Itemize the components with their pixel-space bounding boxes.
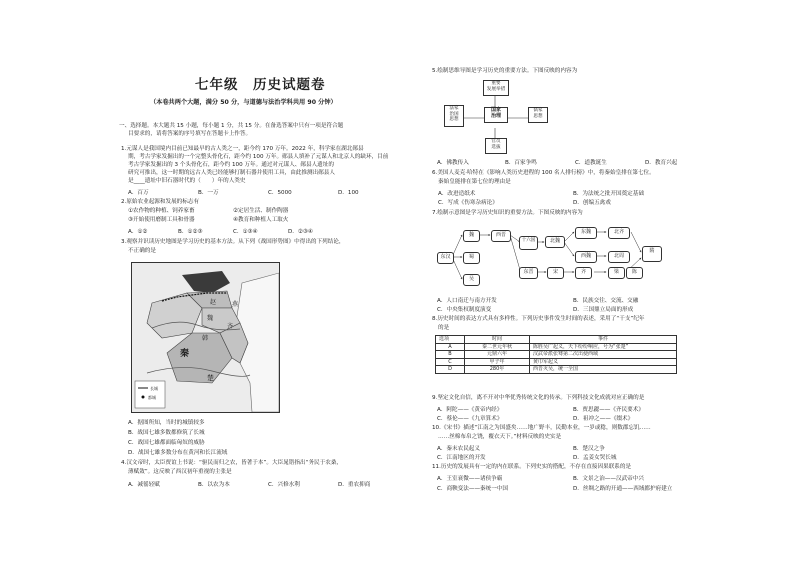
q4-option-a[interactable]: A．减徭轻赋: [128, 482, 160, 488]
map-state-label: 秦: [180, 349, 190, 359]
q4-line: 4.汉文帝时，太臣贾谊上书说：“驱民而归之农，皆著于本”。大臣晁错指出“务民于农桑，: [121, 460, 343, 466]
q1-line: 研究可推出，这一时期的远古人类已经能够打制石器并使用工具，由此推测出郧县人: [128, 170, 335, 176]
q3-option-c[interactable]: C．战国七雄都面临匈奴的威胁: [128, 440, 205, 446]
q10-option-b[interactable]: B．楚汉之争: [573, 446, 605, 452]
q10-option-a[interactable]: A．秦末农民起义: [437, 446, 480, 452]
table-cell: C: [436, 358, 465, 366]
map-state-label: 楚: [207, 374, 214, 382]
table-row[interactable]: [436, 358, 677, 366]
table-cell: 元鼎六年: [465, 351, 530, 359]
map-legend-label: 长城: [150, 386, 158, 391]
q11-option-a[interactable]: A．王室衰微——诸侯争霸: [437, 476, 503, 482]
map-state-label: 魏: [207, 315, 214, 322]
q9-stem: 9.坚定文化自信，离不开对中华优秀传统文化的传承。下列科技文化成就对应正确的是: [432, 395, 645, 401]
q7-option-c[interactable]: C．中央集权制度演变: [437, 307, 492, 313]
q7-node: 西晋: [491, 230, 511, 242]
section-heading: 一、选择题。本大题共 15 小题，每小题 1 分，共 15 分。在备选答案中只有一项是符合题: [119, 123, 344, 129]
q7-node: 西魏: [575, 251, 597, 263]
table-header: 事件: [530, 336, 677, 344]
q5-option-c[interactable]: C．道教诞生: [575, 160, 607, 166]
table-header: 时间: [465, 336, 530, 344]
map-state-label: 赵: [210, 299, 217, 306]
q1-line: 是____遗址中旧石器时代的（ ）年的人类史: [128, 178, 246, 184]
q7-node: 东汉: [437, 252, 454, 264]
table-cell: 甲子年: [465, 358, 530, 366]
q2-option-d[interactable]: D．②③④: [288, 229, 313, 235]
q7-node: 陈: [626, 267, 643, 279]
q6-option-d[interactable]: D．创编五禽戏: [573, 200, 611, 206]
q7-node: 东魏: [575, 227, 597, 239]
q5-option-d[interactable]: D．教育兴起: [645, 160, 678, 166]
q7-node: 北魏: [545, 236, 565, 248]
q3-option-d[interactable]: D．战国七雄多数分布在黄河和长江流域: [128, 450, 228, 456]
map-state-label: 韩: [202, 335, 209, 342]
q8-table: [435, 335, 677, 374]
q4-option-c[interactable]: C．兴修水利: [268, 482, 300, 488]
q5-node-center: 国家 治理: [484, 107, 508, 123]
q7-option-d[interactable]: D．三国鼎立局面的形成: [573, 307, 634, 313]
table-cell: 秦二世元年秋: [465, 343, 530, 351]
q9-option-a[interactable]: A．阿陀——《黄帝内经》: [437, 407, 503, 413]
q5-node-right: 儒家 思想: [528, 107, 548, 123]
q7-node: 梁: [608, 267, 625, 279]
q4-option-d[interactable]: D．重农抑商: [338, 482, 371, 488]
q2-item: ②定居生活、制作陶器: [233, 208, 289, 214]
q7-node: 宋: [547, 267, 564, 279]
q6-line: 秦始皇能排在第七位的理由是: [438, 179, 511, 185]
q11-option-d[interactable]: D．丝绸之路的开通——西域都护府建立: [573, 486, 673, 492]
table-header-row: [436, 336, 677, 344]
q10-line: 10.《宋书》描述“江南之为国盛矣……地广野丰，民勤本业，一岁或稔，则数郡忘饥……: [432, 425, 651, 431]
q1-line: 1.元谋人是我国境内目前已知最早的古人类之一，距今约 170 万年。2022 年，科学家在湖北郧县: [121, 146, 364, 152]
q7-node: 东晋: [519, 267, 538, 279]
q8-line: 8.历史时间的表达方式具有多样性。下列历史事件发生时间的表述，采用了“干支”纪年: [432, 316, 645, 322]
q3-line: 3.观察并识读历史地图是学习历史的基本方法。从下列《战国形势图》中得出的下列结论，: [121, 239, 345, 245]
q7-node: 蜀: [463, 252, 480, 264]
q4-line: 薄赋敛”。这反映了西汉初年重视的主张是: [128, 469, 232, 475]
q5-node-left: 法家 治国 思想: [444, 105, 464, 127]
q1-option-b[interactable]: B．一万: [198, 190, 219, 196]
q1-option-c[interactable]: C．5000: [268, 190, 292, 196]
q1-option-a[interactable]: A．百万: [128, 190, 149, 196]
q3-option-a[interactable]: A．据图所知，当时的城镇较多: [128, 420, 205, 426]
table-cell: B: [436, 351, 465, 359]
q2-item: ①农作物的种植、饲养家畜: [128, 208, 195, 214]
table-header: 选项: [436, 336, 465, 344]
q5-stem: 5.绘制思维导图是学习历史的重要方法。下图反映的内容为: [432, 68, 578, 74]
table-row[interactable]: [436, 351, 677, 359]
q10-option-c[interactable]: C．江南地区的开发: [437, 455, 486, 461]
q2-option-a[interactable]: A．①②: [128, 229, 148, 235]
q9-option-d[interactable]: D．祖冲之——《缀术》: [573, 416, 634, 422]
q5-node-bottom: 官员 选拔: [485, 138, 507, 154]
q6-option-a[interactable]: A．改进造纸术: [438, 191, 476, 197]
q1-line: 考古学家发掘出的 3 个头骨化石，距今约 100 万年。通过对元谋人、郧县人遗址的: [128, 162, 334, 168]
q2-option-c[interactable]: C．①③④: [233, 229, 258, 235]
q2-item: ④教育和种植人工取火: [233, 217, 289, 223]
map-state-label: 燕: [232, 301, 239, 308]
q2-item: ③开始使用磨制工具和骨器: [128, 217, 195, 223]
q8-line: 的是: [438, 325, 450, 331]
table-cell: D: [436, 366, 465, 374]
table-cell: 西晋灭吴，统一全国: [530, 366, 677, 374]
q10-option-d[interactable]: D．孟姜女哭长城: [573, 455, 617, 461]
q7-node: 北周: [608, 251, 630, 263]
table-row[interactable]: [436, 343, 677, 351]
q2-option-b[interactable]: B．①②③: [178, 229, 203, 235]
q7-option-a[interactable]: A．人口南迁与南方开发: [437, 298, 497, 304]
table-cell: 280年: [465, 366, 530, 374]
q3-option-b[interactable]: B．战国七雄多数都修筑了长城: [128, 430, 205, 436]
q7-node: 隋: [642, 246, 662, 262]
q5-node-top: 重要 发展举措: [483, 80, 509, 96]
q5-option-a[interactable]: A．佛教传入: [437, 160, 469, 166]
q7-stem: 7.绘制示意图是学习历史知识的重要方法。下图反映的内容为: [432, 210, 583, 216]
q5-option-b[interactable]: B．百家争鸣: [505, 160, 537, 166]
q7-option-b[interactable]: B．民族交往、交流、交融: [573, 298, 639, 304]
q1-option-d[interactable]: D．100: [338, 190, 359, 196]
q3-line: 不正确的是: [128, 248, 156, 254]
page-title: 七年级 历史试题卷: [195, 77, 326, 93]
q7-node: 北齐: [608, 227, 630, 239]
table-cell: A: [436, 343, 465, 351]
q6-option-c[interactable]: C．写成《伤寒杂病论》: [438, 200, 498, 206]
q4-option-b[interactable]: B．以农为本: [198, 482, 230, 488]
page-subtitle: （本卷共两个大题，满分 50 分，与道德与法治学科共用 90 分钟）: [150, 99, 337, 106]
table-cell: 黄巾军起义: [530, 358, 677, 366]
q6-line: 6.美国人麦克·哈特在《影响人类历史进程的 100 名人排行榜》中，将秦始皇排在第七位。: [432, 170, 655, 176]
map-legend-label: 都城: [148, 395, 156, 400]
q10-line: ……丝棉布帛之饶，覆衣天下。”材料反映的史实是: [438, 434, 562, 440]
warring-states-map: [131, 262, 280, 413]
q11-option-b[interactable]: B．文景之治——汉武帝中兴: [573, 476, 644, 482]
table-cell: 陈胜吴广起义，天下纷纷响应，号为“张楚”: [530, 343, 677, 351]
q9-option-c[interactable]: C．蔡伦——《九章算术》: [437, 416, 503, 422]
q7-node: 魏: [463, 230, 480, 242]
q11-option-c[interactable]: C．商鞅变法——秦统一中国: [437, 486, 509, 492]
q6-option-b[interactable]: B．为法统之批开国奠定基础: [573, 191, 644, 197]
q2-stem: 2.原始农业起源和发展的标志有: [121, 199, 200, 205]
q7-node: 吴: [463, 274, 480, 286]
map-state-label: 齐: [227, 323, 234, 330]
table-row[interactable]: [436, 366, 677, 374]
q9-option-b[interactable]: B．贾思勰——《齐民要术》: [573, 407, 644, 413]
table-cell: 汉武帝派张骞第二次出使西域: [530, 351, 677, 359]
section-heading-2: 目要求的，请将答案的序号填写在答题卡上作答。: [128, 131, 252, 137]
q11-stem: 11.历史的发展具有一定的内在联系。下列史实的搭配，不存在直接因果联系的是: [432, 464, 632, 470]
q7-node: 齐: [575, 267, 592, 279]
q7-node: 十六国: [519, 236, 538, 250]
q1-line: 期，考古学家发掘出的一个完整头骨化石，距今约 100 万年。郧县人填补了元谋人和北京人的缺环，目前: [128, 154, 389, 160]
